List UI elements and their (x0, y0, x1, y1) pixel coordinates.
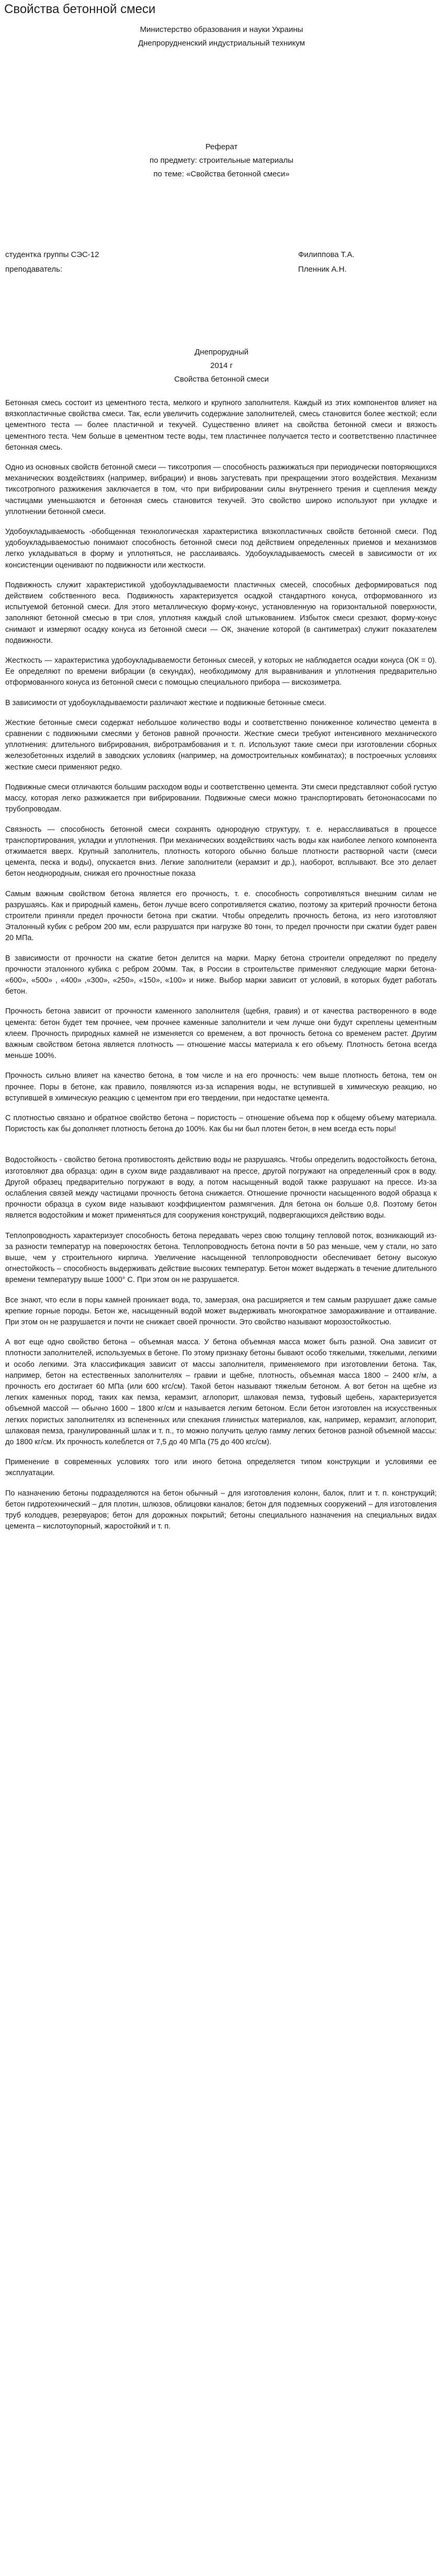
paragraph: Удобоукладываемость -обобщенная технологическая характеристика вязкопластичных свойств бетонной смеси. Под удобоукладываемостью понимают способность бетонной смеси под действием определенных приемов и механизмов легко укладываться в форму и уплотняться, не расслаиваясь. Удобоукладываемость смесей в зависимости от их консистенции оценивают по подвижности или жесткости. (5, 528, 437, 570)
paragraph: Одно из основных свойств бетонной смеси — тиксотропия — способность разжижаться при периодически повторяющихся механических воздействиях (например, вибрации) и вновь загустевать при прекращении этого воздействия. Механизм тиксотропного разжижения заключается в том, что при вибрировании силы внутреннего трения и сцепления между частицами уменьшаются и бетонная смесь становится текучей. Это свойство широко используют при укладке и уплотнении бетонной смеси. (5, 463, 437, 516)
teacher-label: преподаватель: (5, 265, 63, 274)
paragraph: Жесткие бетонные смеси содержат небольшое количество воды и соответственно пониженное количество цемента в сравнении с подвижными смесями у бетонов равной прочности. Жесткие смеси требуют интенсивного механического уплотнения: длительного вибрирования, вибротрамбования и т. п. Используют такие смеси при изготовлении сборных железобетонных изделий в заводских условиях (например, на домостроительных комбинатах); в построечных условиях жесткие смеси применяют редко. (5, 718, 437, 772)
paragraph: В зависимости от удобоукладываемости различают жесткие и подвижные бетонные смеси. (5, 698, 326, 707)
city-line: Днепрорудный (195, 348, 248, 356)
paragraph: Связность — способность бетонной смеси сохранять однородную структуру, т. е. нерасслаиваться в процессе транспортирования, укладки и уплотнения. При механических воздействиях часть воды как наиболее легкого компонента отжимается вверх. Крупный заполнитель, плотность которого обычно больше плотности растворной части (смеси цемента, песка и воды), опускается вниз. Легкие заполнители (керамзит и др.), наоборот, всплывают. Все это делает бетон неоднородным, снижая его прочностные показа (5, 825, 437, 878)
school-line: Днепрорудненский индустриальный техникум (138, 39, 305, 48)
paragraph: Применение в современных условиях того или иного бетона определяется типом конструкции и условиями ее эксплуатации. (5, 1458, 437, 1478)
document-body (5, 398, 437, 1541)
student-label: студентка группы СЭС-12 (5, 250, 99, 259)
student-name: Филиппова Т.А. (298, 250, 355, 259)
paragraph: Прочность бетона зависит от прочности каменного заполнителя (щебня, гравия) и от качества растворенного в воде цемента: бетон будет тем прочнее, чем прочнее каменные заполнители и чем лучше они будут скреплены цементным клеем. Прочность природных камней не изменяется со временем, а вот прочность бетона со временем растет. Другим важным свойством бетона является плотность — отношение массы материала к его объему. Плотность бетона всегда меньше 100%. (5, 1007, 437, 1061)
paragraph: В зависимости от прочности на сжатие бетон делится на марки. Марку бетона строители определяют по пределу прочности эталонного кубика с ребром 200мм. Так, в России в строительстве применяют следующие марки бетона- «600», «500» , «400» ,«300», «250», «150», «100» и ниже. Выбор марки зависит от условий, в которых будет работать бетон. (5, 954, 437, 996)
paragraph: Теплопроводность характеризует способность бетона передавать через свою толщину тепловой поток, возникающий из-за разности температур на поверхностях бетона. Теплопроводность бетона почти в 50 раз меньше, чем у стали, но зато выше, чем у строительного кирпича. Увеличение насыщенной теплопроводности обеспечивает бетону высокую огнестойкость – способность выдерживать действие высоких температур. Бетон может выдержать в течение длительного времени температуру выше 1000° С. При этом он не разрушается. (5, 1231, 437, 1285)
paragraph: Подвижность служит характеристикой удобоукладываемости пластичных смесей, способных деформироваться под действием собственного веса. Подвижность характеризуется осадкой стандартного конуса, отформованного из испытуемой бетонной смеси. Для этого металлическую форму-конус, установленную на горизонтальной поверхности, заполняют бетонной смесью в три слоя, уплотняя каждый слой штыкованием. Избыток смеси срезают, форму-конус снимают и измеряют осадку конуса из бетонной смеси — ОК, значение которой (в сантиметрах) служит показателем подвижности. (5, 581, 437, 645)
section-heading: Свойства бетонной смеси (174, 375, 269, 384)
paragraph: А вот еще одно свойство бетона – объемная масса. У бетона объемная масса может быть разной. Она зависит от плотности заполнителей, используемых в бетоне. По этому признаку бетоны бывают особо тяжелыми, тяжелыми, легкими и особо легкими. Эта классификация зависит от массы заполнителя, применяемого при изготовлении бетона. Так, например, бетон на естественных заполнителях – гравии и щебне, плотность, объемная масса 1800 – 2400 кг/м, а прочность его достигает 60 МПа (или 600 кгс/см). Такой бетон называют тяжелым бетоном. А вот бетон на щебне из легких каменных пород, таких как пемза, керамзит, аглопорит, шлаковая пемза, туфовый щебень, характеризуется объемной массой — обычно 1600 – 1800 кг/см и называется легким бетоном. Если бетон изготовлен на искусственных легких пористых заполнителях из вспененных или спекания глинистых материалов, как, например, керамзит, аглопорит, шлаковая пемза, гранулированный шлак и т. п., то можно получить целую гамму легких бетонов разной объемной массы: до 1800 кг/см. Их прочность колеблется от 7,5 до 40 МПа (75 до 400 кгс/см). (5, 1338, 437, 1447)
report-type: Реферат (205, 142, 238, 151)
paragraph: Водостойкость - свойство бетона противостоять действию воды не разрушаясь. Чтобы определить водостойкость бетона, изготовляют два образца: один в сухом виде раздавливают на прессе, другой погружают на определенный срок в воду. Другой образец предварительно погружают в воду, а потом насыщенный водой также разрушают на прессе. Из-за ослабления связей между частицами прочность бетона снижается. Отношение прочности насыщенного водой образца к прочности образца в сухом виде называют коэффициентом размягчения. Для бетона он больше 0,8. Поэтому бетон является водостойким и может применяться для сооружения конструкций, подвергающихся действию воды. (5, 1156, 437, 1220)
teacher-name: Пленник А.Н. (298, 265, 347, 274)
paragraph: С плотностью связано и обратное свойство бетона – пористость – отношение объема пор к общему объему материала. Пористость как бы дополняет плотность бетона до 100%. Как бы ни был плотен бетон, в нем всегда есть поры! (5, 1113, 437, 1134)
paragraph: Бетонная смесь состоит из цементного теста, мелкого и крупного заполнителя. Каждый из этих компонентов влияет на вязкопластичные свойства смеси. Так, если увеличить содержание заполнителей, смесь становится более жесткой; если цементного теста — более пластичной и текучей. Существенно влияет на свойства бетонной смеси и вязкость цементного теста. Чем больше в цементном тесте воды, тем пластичнее получается тесто и соответственно пластичнее бетонная смесь. (5, 399, 437, 452)
paragraph: Все знают, что если в поры камней проникает вода, то, замерзая, она расширяется и тем самым разрушает даже самые крепкие горные породы. Бетон же, насыщенный водой может выдерживать многократное замораживание и оттаивание. При этом он не разрушается и почти не снижает своей прочности. Это свойство называют морозостойкостью. (5, 1296, 437, 1327)
report-topic: по теме: «Свойства бетонной смеси» (153, 170, 290, 179)
page-title: Свойства бетонной смеси (4, 2, 156, 16)
paragraph: Подвижные смеси отличаются большим расходом воды и соответственно цемента. Эти смеси представляют собой густую массу, которая легко разжижается при вибрировании. Подвижные смеси можно транспортировать бетононасосами по трубопроводам. (5, 783, 437, 814)
report-subject: по предмету: строительные материалы (150, 156, 293, 165)
paragraph: Жесткость — характеристика удобоукладываемости бетонных смесей, у которых не наблюдается осадки конуса (ОК = 0). Ее определяют по времени вибрации (в секундах), необходимому для выравнивания и уплотнения предварительно отформованного конуса из бетонной смеси с помощью специального прибора — вискозиметра. (5, 656, 437, 687)
paragraph: Прочность сильно влияет на качество бетона, в том числе и на его прочность: чем выше плотность бетона, тем он прочнее. Поры в бетоне, как правило, появляются из-за испарения воды, не вступившей в химическую реакцию, но вступившей в химическую реакцию с цементом при его твердении, при недостатке цемента. (5, 1072, 437, 1102)
year-line: 2014 г (210, 361, 233, 370)
paragraph: По назначению бетоны подразделяются на бетон обычный – для изготовления колонн, балок, плит и т. п. конструкций; бетон гидротехнический – для плотин, шлюзов, облицовки каналов; бетон для подземных сооружений – для изготовления труб колодцев, резервуаров; бетон для дорожных покрытий; бетоны специального назначения на специальных видах цемента – кислотоупорный, жаростойкий и т. п. (5, 1489, 437, 1531)
ministry-line: Министерство образования и науки Украины (140, 25, 303, 34)
paragraph: Самым важным свойством бетона является его прочность, т. е. способность сопротивляться внешним силам не разрушаясь. Как и природный камень, бетон лучше всего сопротивляется сжатию, поэтому за критерий прочности бетона строители приняли предел прочности бетона при сжатии. Чтобы определить прочность бетона, из него изготовляют Эталонный кубик с ребром 200 мм, если разрушатся при нагрузке 80 тонн, то предел прочности при сжатии будет равен 20 МПа. (5, 889, 437, 943)
